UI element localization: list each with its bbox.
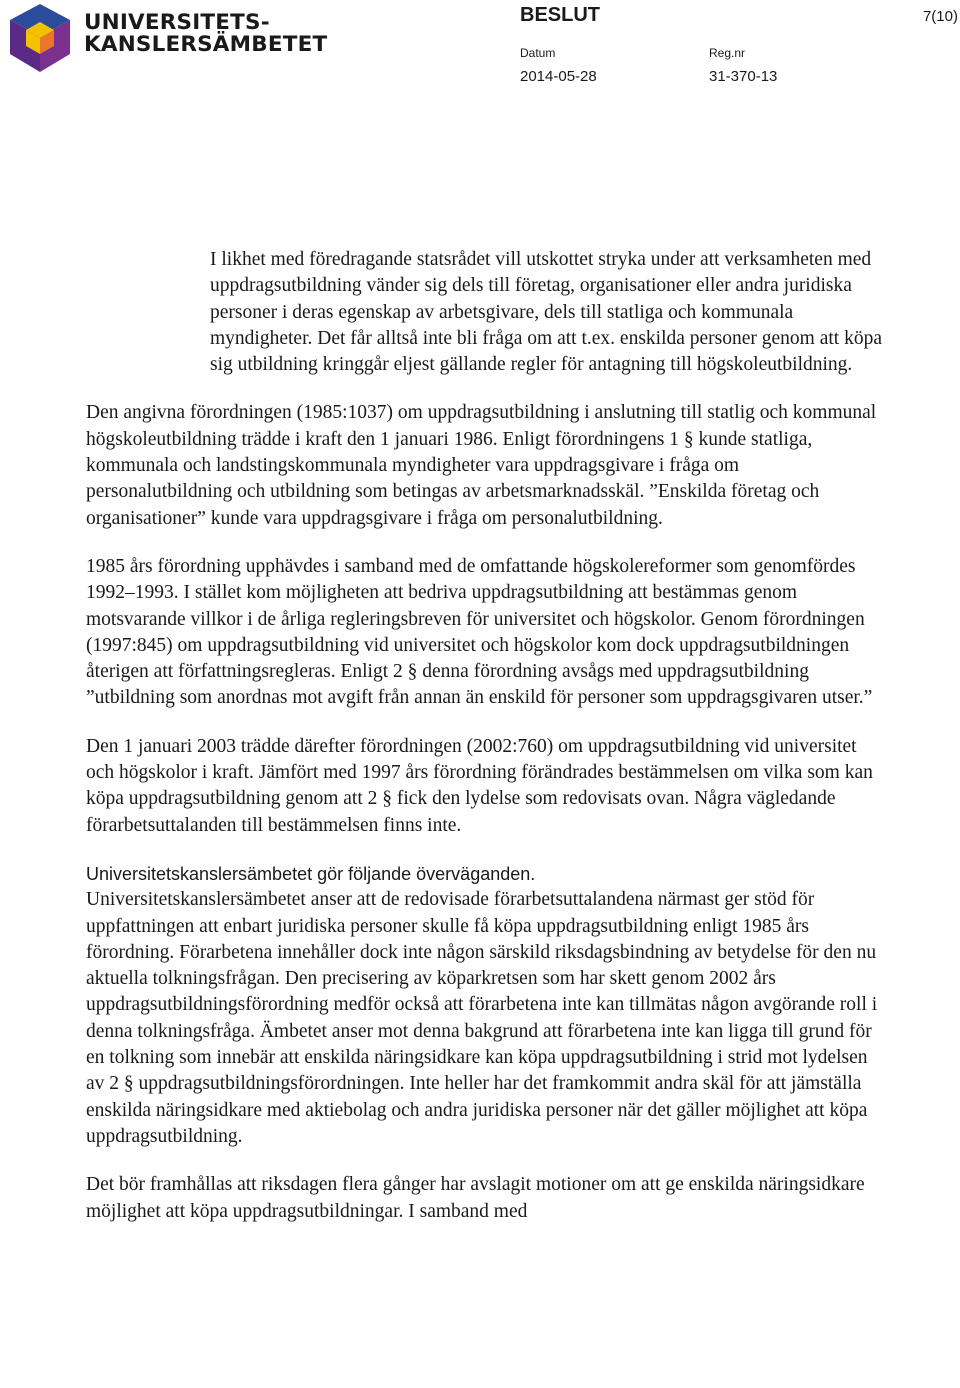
paragraph-considerations: Universitetskanslersämbetet anser att de redovisade förarbetsuttalandena närmast ger stöd för uppfattningen att enbart juridiska personer skulle få köpa uppdragsutbildning enligt 1985 års förordning. Förarbetena innehåller dock inte någon särskild riksdagsbindning av betydelse för den nu aktuella tolkningsfrågan. Den precisering av köparkretsen som har skett genom 2002 års uppdragsutbildningsförordning medför också att förarbetena inte kan tillmätas någon avgörande roll i denna tolkningsfråga. Ämbetet anser mot denna bakgrund att förarbetena inte kan ligga till grund för en tolkning som innebär att enskilda näringsidkare kan köpa uppdragsutbildning i strid mot lydelsen av 2 § uppdragsutbildningsförordningen. Inte heller har det framkommit andra skäl för att jämställa enskilda näringsidkare med aktiebolag och andra juridiska personer när det gäller möjlighet att köpa uppdragsutbildning. bbox=[86, 889, 878, 1147]
date-value: 2014-05-28 bbox=[520, 68, 597, 85]
page-header bbox=[0, 0, 960, 100]
paragraph-2003-ordinance: Den 1 januari 2003 trädde därefter förordningen (2002:760) om uppdragsutbildning vid universitet och högskolor i kraft. Jämfört med 1997 års förordning förändrades bestämmelsen om vilka som kan köpa uppdragsutbildning genom att 2 § fick den lydelse som redovisats ovan. Några vägledande förarbetsuttalanden till bestämmelsen finns inte. bbox=[86, 735, 873, 836]
organization-name-line-1: UNIVERSITETS- bbox=[84, 10, 270, 35]
quoted-committee-statement: I likhet med föredragande statsrådet vill utskottet stryka under att verksamheten med uppdragsutbildning vänder sig dels till företag, organisationer eller andra juridiska personer i deras egenskap av arbetsgivare, dels till statliga och kommunala myndigheter. Det får alltså inte bli fråga om att t.ex. enskilda personer genom att köpa sig utbildning kringgår eljest gällande regler för antagning till högskoleutbildning. bbox=[210, 249, 882, 376]
organization-name-line-2: KANSLERSÄMBETET bbox=[84, 32, 328, 57]
considerations-section bbox=[86, 861, 886, 1150]
organization-name bbox=[84, 12, 327, 56]
reg-number-label: Reg.nr bbox=[709, 46, 746, 60]
paragraph-riksdag-motions: Det bör framhållas att riksdagen flera gånger har avslagit motioner om att ge enskilda näringsidkare möjlighet att köpa uppdragsutbildningar. I samband med bbox=[86, 1174, 865, 1222]
page-number: 7(10) bbox=[922, 8, 958, 25]
document-type: BESLUT bbox=[520, 4, 600, 26]
document-body bbox=[86, 247, 886, 1247]
university-chancellor-logo-icon bbox=[8, 2, 72, 74]
paragraph-1985-ordinance: Den angivna förordningen (1985:1037) om uppdragsutbildning i anslutning till statlig och kommunal högskoleutbildning trädde i kraft den 1 januari 1986. Enligt förordningens 1 § kunde statliga, kommunala och landstingskommunala myndigheter vara uppdragsgivare i fråga om personalutbildning och utbildning som betingas av arbetsmarknadsskäl. ”Enskilda företag och organisationer” kunde vara uppdragsgivare i fråga om personalutbildning. bbox=[86, 402, 877, 529]
date-label: Datum bbox=[520, 46, 556, 60]
reg-number-value: 31-370-13 bbox=[709, 68, 778, 85]
section-heading: Universitetskanslersämbetet gör följande överväganden. bbox=[86, 863, 536, 884]
paragraph-1992-reforms: 1985 års förordning upphävdes i samband med de omfattande högskolereformer som genomfördes 1992–1993. I stället kom möjligheten att bedriva uppdragsutbildning att bestämmas genom motsvarande villkor i de årliga regleringsbreven för universitet och högskolor. Genom förordningen (1997:845) om uppdragsutbildning vid universitet och högskolor kom dock uppdragsutbildningen återigen att författningsregleras. Enligt 2 § denna förordning avsågs med uppdragsutbildning ”utbildning som anordnas mot avgift från annan än enskild för personer som uppdragsgivaren utser.” bbox=[86, 555, 873, 709]
